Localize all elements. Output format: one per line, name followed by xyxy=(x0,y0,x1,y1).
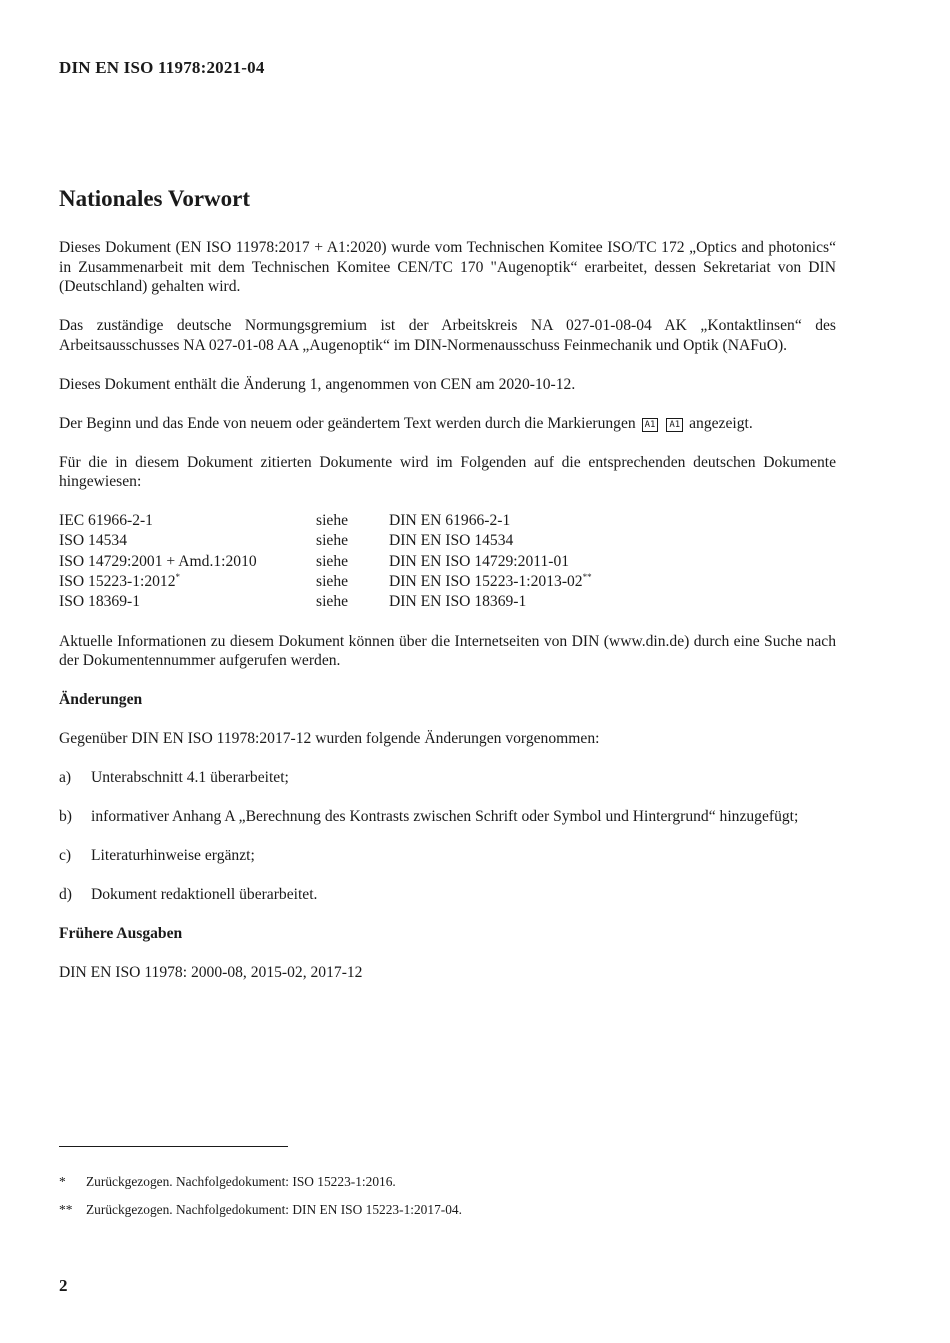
footnote-text: Zurückgezogen. Nachfolgedokument: DIN EN ISO 15223-1:2017-04. xyxy=(86,1202,462,1217)
reference-din: DIN EN ISO 15223-1:2013-02** xyxy=(389,571,592,590)
changes-heading: Änderungen xyxy=(59,691,143,709)
foreword-body xyxy=(59,238,836,1002)
previous-editions-text: DIN EN ISO 11978: 2000-08, 2015-02, 2017-12 xyxy=(59,964,363,982)
list-item-text: Unterabschnitt 4.1 überarbeitet; xyxy=(91,769,289,787)
reference-din: DIN EN ISO 14534 xyxy=(389,532,514,550)
reference-see: siehe xyxy=(316,552,349,570)
footnote xyxy=(59,1202,462,1218)
list-item-label: d) xyxy=(59,886,72,904)
list-item xyxy=(59,846,836,866)
reference-din: DIN EN ISO 18369-1 xyxy=(389,593,527,611)
footnote-mark: * xyxy=(59,1174,66,1189)
document-page xyxy=(59,0,836,1343)
footnote-text: Zurückgezogen. Nachfolgedokument: ISO 15223-1:2016. xyxy=(86,1174,396,1189)
table-row xyxy=(59,592,592,612)
paragraph-markers xyxy=(59,414,836,434)
list-item-text: informativer Anhang A „Berechnung des Kontrasts zwischen Schrift oder Symbol und Hintergrund“ hinzugefügt; xyxy=(91,808,799,826)
paragraph-online-info: Aktuelle Informationen zu diesem Dokument können über die Internetseiten von DIN (www.din.de) durch eine Suche nach der Dokumentennummer aufgerufen werden. xyxy=(59,632,836,670)
section-title: Nationales Vorwort xyxy=(59,186,251,211)
list-item-label: c) xyxy=(59,847,72,865)
table-row xyxy=(59,531,592,551)
reference-table xyxy=(59,511,592,612)
reference-din: DIN EN ISO 14729:2011-01 xyxy=(389,552,570,570)
list-item-label: b) xyxy=(59,808,72,826)
list-item xyxy=(59,807,836,827)
reference-see: siehe xyxy=(316,532,349,550)
reference-intl: IEC 61966-2-1 xyxy=(59,512,153,530)
reference-intl: ISO 18369-1 xyxy=(59,593,140,611)
reference-intl: ISO 15223-1:2012* xyxy=(59,571,181,590)
list-item-label: a) xyxy=(59,769,72,787)
paragraph-national-body: Das zuständige deutsche Normungsgremium ist der Arbeitskreis NA 027-01-08-04 AK „Kontaktlinsen“ des Arbeitsausschusses NA 027-01-08 AA „Augenoptik“ im DIN-Normenausschuss Feinmechanik und Optik (NAFuO). xyxy=(59,317,836,354)
reference-intl: ISO 14534 xyxy=(59,532,128,550)
table-row xyxy=(59,552,592,572)
reference-intl: ISO 14729:2001 + Amd.1:2010 xyxy=(59,552,257,570)
table-row xyxy=(59,572,592,592)
paragraph-amendment: Dieses Dokument enthält die Änderung 1, angenommen von CEN am 2020-10-12. xyxy=(59,375,576,393)
list-item-text: Literaturhinweise ergänzt; xyxy=(91,847,255,865)
changes-intro: Gegenüber DIN EN ISO 11978:2017-12 wurden folgende Änderungen vorgenommen: xyxy=(59,730,600,748)
reference-see: siehe xyxy=(316,572,349,590)
amendment-end-marker-icon: A1 xyxy=(666,418,683,432)
footnote-mark: ** xyxy=(59,1202,73,1217)
list-item xyxy=(59,768,836,788)
reference-see: siehe xyxy=(316,512,349,530)
markers-text-before: Der Beginn und das Ende von neuem oder geändertem Text werden durch die Markierungen xyxy=(59,414,636,432)
list-item xyxy=(59,885,836,905)
paragraph-committee: Dieses Dokument (EN ISO 11978:2017 + A1:2020) wurde vom Technischen Komitee ISO/TC 172 „Optics and photonics“ in Zusammenarbeit mit dem Technischen Komitee CEN/TC 170 "Augenoptik“ erarbeitet, dessen Sekretariat von DIN (Deutschland) gehalten wird. xyxy=(59,239,836,296)
paragraph-references-intro: Für die in diesem Dokument zitierten Dokumente wird im Folgenden auf die entsprechenden deutschen Dokumente hingewiesen: xyxy=(59,453,836,491)
footnote-divider xyxy=(59,1146,288,1147)
footnote xyxy=(59,1174,396,1190)
table-row xyxy=(59,511,592,531)
amendment-start-marker-icon: A1 xyxy=(642,418,659,432)
page-number: 2 xyxy=(59,1276,68,1295)
list-item-text: Dokument redaktionell überarbeitet. xyxy=(91,886,318,904)
markers-text-after: angezeigt. xyxy=(689,414,753,432)
reference-see: siehe xyxy=(316,593,349,611)
document-id-header: DIN EN ISO 11978:2021-04 xyxy=(59,58,265,77)
reference-din: DIN EN 61966-2-1 xyxy=(389,512,511,530)
previous-editions-heading: Frühere Ausgaben xyxy=(59,925,183,943)
